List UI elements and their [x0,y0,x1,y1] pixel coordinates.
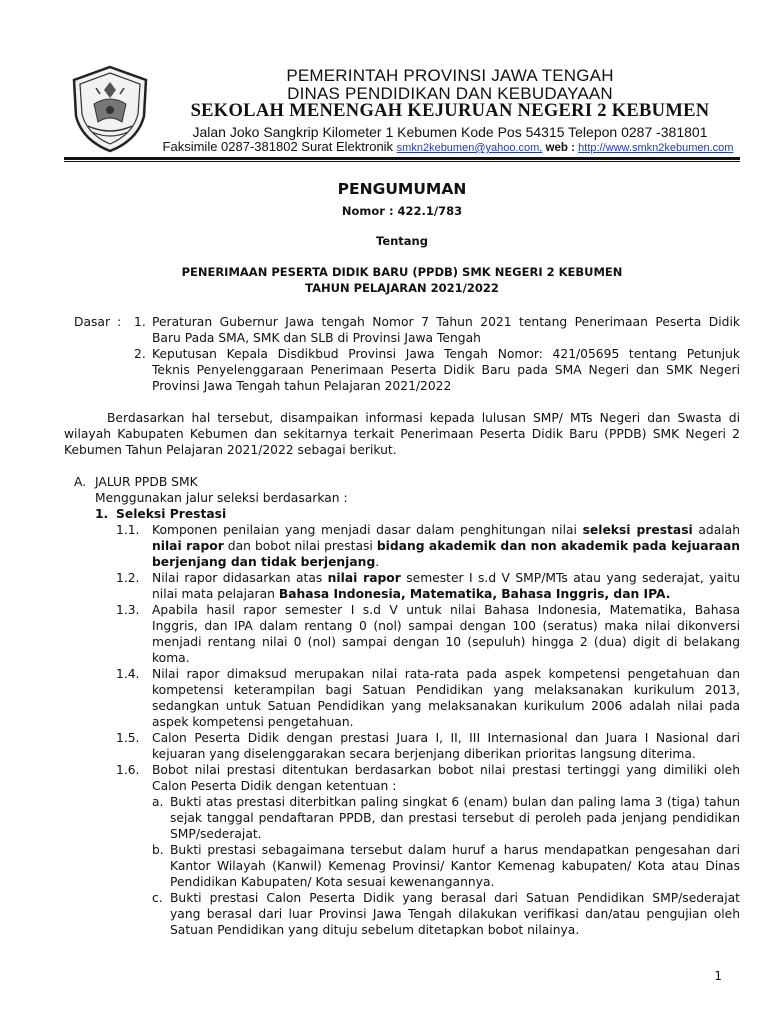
dasar-item-2-line: Teknis Penyelenggaraan Penerimaan Peserta Didik Baru pada SMA Negeri dan SMK Negeri [152,363,740,377]
item-1-6-a-line: Bukti atas prestasi diterbitkan paling singkat 6 (enam) bulan dan paling lama 3 (tiga) tahun [170,795,740,809]
item-1-4-line: aspek kompetensi pengetahuan. [152,715,354,729]
letterhead-government: PEMERINTAH PROVINSI JAWA TENGAH [286,66,614,85]
item-1-3-line: koma. [152,651,190,665]
item-1-4-number: 1.4. [116,667,140,681]
item-1-6-b-line: Kantor Wilayah (Kanwil) Kemenag Provinsi/ Kantor Kemenag kabupaten/ Kota atau Dinas [170,859,740,873]
item-1-6-number: 1.6. [116,763,140,777]
item-1-2-line: nilai mata pelajaran Bahasa Indonesia, Matematika, Bahasa Inggris, dan IPA. [152,587,671,601]
dasar-label: Dasar [74,315,111,329]
letterhead-address: Jalan Joko Sangkrip Kilometer 1 Kebumen Kode Pos 54315 Telepon 0287 -381801 [192,124,708,140]
dasar-item-2-number: 2. [134,347,146,361]
letterhead-divider-thin [64,161,740,162]
announcement-number: Nomor : 422.1/783 [341,204,463,218]
item-1-1-number: 1.1. [116,523,140,537]
item-1-4-line: sedangkan untuk Satuan Pendidikan yang melaksanakan kurikulum 2006 adalah nilai pada [152,699,740,713]
item-1-6-a-line: SMP/sederajat. [170,827,262,841]
dasar-item-1-line: Peraturan Gubernur Jawa tengah Nomor 7 Tahun 2021 tentang Penerimaan Peserta Didik [152,315,740,329]
web-label: web : [542,142,579,154]
section-a-lead: Menggunakan jalur seleksi berdasarkan : [95,491,348,505]
dasar-colon: : [117,315,122,329]
section-a-heading: JALUR PPDB SMK [95,475,198,489]
item-1-2-number: 1.2. [116,571,140,585]
subsection-1-number: 1. [95,507,109,521]
item-1-6-c-line: Bukti prestasi Calon Peserta Didik yang berasal dari Satuan Pendidikan SMP/sederajat [170,891,740,905]
letterhead-department: DINAS PENDIDIKAN DAN KEBUDAYAAN [287,84,613,103]
announcement-title: PENGUMUMAN [337,180,467,198]
about-label: Tentang [376,234,428,248]
item-1-6-a-label: a. [152,795,164,809]
subject-line-1: PENERIMAAN PESERTA DIDIK BARU (PPDB) SMK NEGERI 2 KEBUMEN [181,265,623,279]
letterhead-school-name: SEKOLAH MENENGAH KEJURUAN NEGERI 2 KEBUMEN [190,101,710,121]
item-1-1-line: nilai rapor dan bobot nilai prestasi bidang akademik dan non akademik pada kejuaraan [152,539,740,553]
dasar-item-2-line: Keputusan Kepala Disdikbud Provinsi Jawa Tengah Nomor: 421/05695 tentang Petunjuk [152,347,740,361]
item-1-6-line: Bobot nilai prestasi ditentukan berdasarkan bobot nilai prestasi tertinggi yang dimiliki oleh [152,763,740,777]
letterhead-contact [148,139,748,154]
section-a-letter: A. [74,475,87,489]
item-1-6-b-line: Bukti prestasi sebagaimana tersebut dalam huruf a harus mendapatkan pengesahan dari [170,843,740,857]
item-1-3-line: menjadi rentang nilai 0 (nol) sampai dengan 10 (sepuluh) hingga 2 (dua) digit di belakang [152,635,740,649]
item-1-5-line: kejuaran yang diselenggarakan secara berjenjang diberikan prioritas langsung diterima. [152,747,696,761]
dasar-item-2-line: Provinsi Jawa Tengah tahun Pelajaran 2021/2022 [152,379,452,393]
subsection-1-title: Seleksi Prestasi [116,507,227,521]
item-1-3-line: Inggris, dan IPA dalam rentang 0 (nol) sampai dengan 100 (seratus) maka nilai dikonversi [152,619,740,633]
item-1-4-line: kompetensi keterampilan bagi Satuan Pendidikan yang melaksanakan kurikulum 2013, [152,683,740,697]
letterhead-divider-thick [64,157,740,160]
website-link[interactable]: http://www.smkn2kebumen.com [578,142,734,154]
intro-paragraph-line: Berdasarkan hal tersebut, disampaikan informasi kepada lulusan SMP/ MTs Negeri dan Swasta di [107,411,740,425]
subject-line-2: TAHUN PELAJARAN 2021/2022 [305,281,499,295]
item-1-6-c-line: Satuan Pendidikan yang dituju sebelum ditetapkan bobot nilainya. [170,923,580,937]
item-1-6-a-line: sejak tanggal pendaftaran PPDB, dan prestasi tersebut di peroleh pada jenjang pendidikan [170,811,740,825]
item-1-5-number: 1.5. [116,731,140,745]
item-1-1-line: berjenjang dan tidak berjenjang. [152,555,380,569]
item-1-5-line: Calon Peserta Didik dengan prestasi Juara I, II, III Internasional dan Juara I Nasional dari [152,731,740,745]
dasar-item-1-line: Baru Pada SMA, SMK dan SLB di Provinsi Jawa Tengah [152,331,481,345]
page-number: 1 [714,969,722,983]
email-link[interactable]: smkn2kebumen@yahoo.com, [396,142,543,154]
item-1-3-number: 1.3. [116,603,140,617]
item-1-2-line: Nilai rapor didasarkan atas nilai rapor semester I s.d V SMP/MTs atau yang sederajat, yaitu [152,571,740,585]
intro-paragraph-line: Kebumen Tahun Pelajaran 2021/2022 sebagai berikut. [64,443,397,457]
item-1-3-line: Apabila hasil rapor semester I s.d V untuk nilai Bahasa Indonesia, Matematika, Bahasa [152,603,740,617]
item-1-1-line: Komponen penilaian yang menjadi dasar dalam penghitungan nilai seleksi prestasi adalah [152,523,740,537]
intro-paragraph-line: wilayah Kabupaten Kebumen dan sekitarnya terkait Penerimaan Peserta Didik Baru (PPDB) SMK Negeri 2 [64,427,740,441]
item-1-4-line: Nilai rapor dimaksud merupakan nilai rata-rata pada aspek kompetensi pengetahuan dan [152,667,740,681]
fax-email-label: Faksimile 0287-381802 Surat Elektronik [162,139,397,154]
dasar-item-1-number: 1. [134,315,146,329]
item-1-6-b-label: b. [152,843,164,857]
item-1-6-c-label: c. [152,891,163,905]
item-1-6-line: Calon Peserta Didik dengan ketentuan : [152,779,397,793]
item-1-6-b-line: Pendidikan Kabupaten/ Kota sesuai kewenangannya. [170,875,495,889]
item-1-6-c-line: yang berasal dari luar Provinsi Jawa Tengah dilakukan verifikasi dan/atau pengujian oleh [170,907,740,921]
provincial-emblem-logo [66,64,154,154]
